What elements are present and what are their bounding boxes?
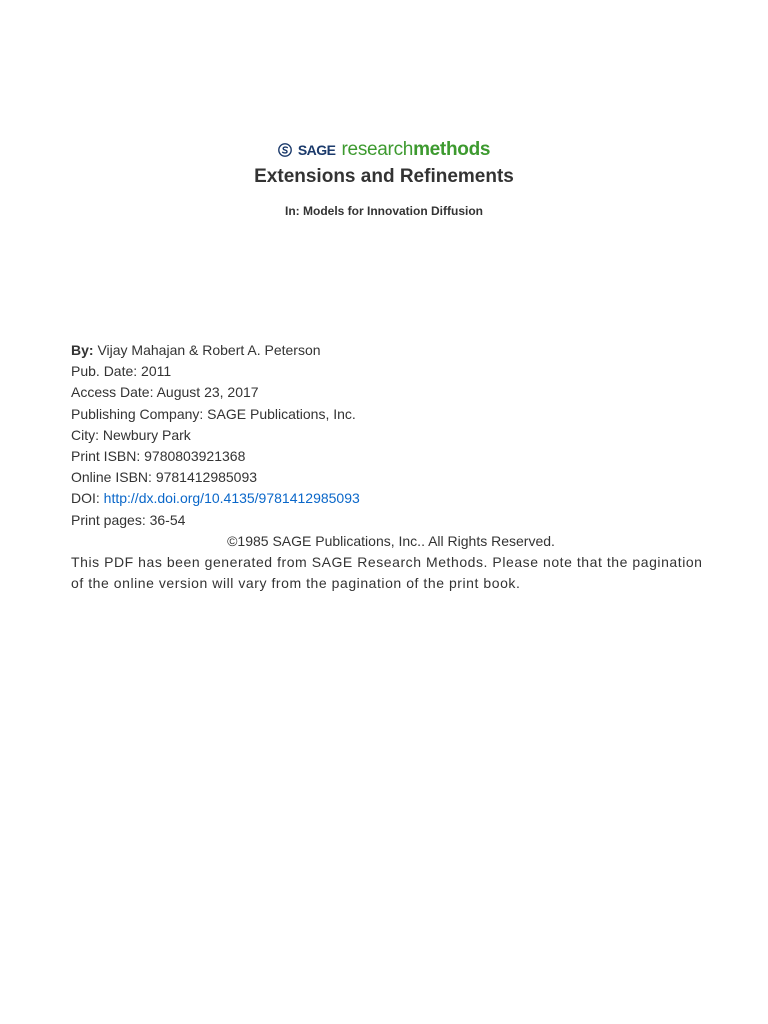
print-pages: Print pages: 36-54 [71,511,186,528]
document-title: Extensions and Refinements [254,166,514,187]
print-isbn: Print ISBN: 9780803921368 [71,448,246,465]
authors: Vijay Mahajan & Robert A. Peterson [93,342,321,358]
logo-methods-text: methods [413,139,491,160]
citation-metadata [71,340,711,594]
doi-label: DOI: [71,490,104,507]
document-subtitle: In: Models for Innovation Diffusion [285,204,483,218]
by-label: By: [71,342,94,358]
sage-logo-icon [278,143,292,157]
online-isbn: Online ISBN: 9781412985093 [71,469,258,486]
logo-sage-text: SAGE [297,142,336,158]
city: City: Newbury Park [71,426,191,443]
sage-research-methods-logo [0,139,768,161]
publishing-company: Publishing Company: SAGE Publications, Inc. [71,405,356,422]
access-date: Access Date: August 23, 2017 [71,384,259,401]
pagination-notice: This PDF has been generated from SAGE Research Methods. Please note that the pagination of the online version will vary from the pagination of the print book. [71,554,703,592]
doi-row [71,488,711,509]
pub-date: Pub. Date: 2011 [71,363,172,380]
doi-link[interactable]: http://dx.doi.org/10.4135/9781412985093 [103,490,360,507]
copyright-notice: ©1985 SAGE Publications, Inc.. All Rights Reserved. [227,532,555,549]
logo-research-text: research [341,139,414,160]
authors-row [71,340,711,361]
